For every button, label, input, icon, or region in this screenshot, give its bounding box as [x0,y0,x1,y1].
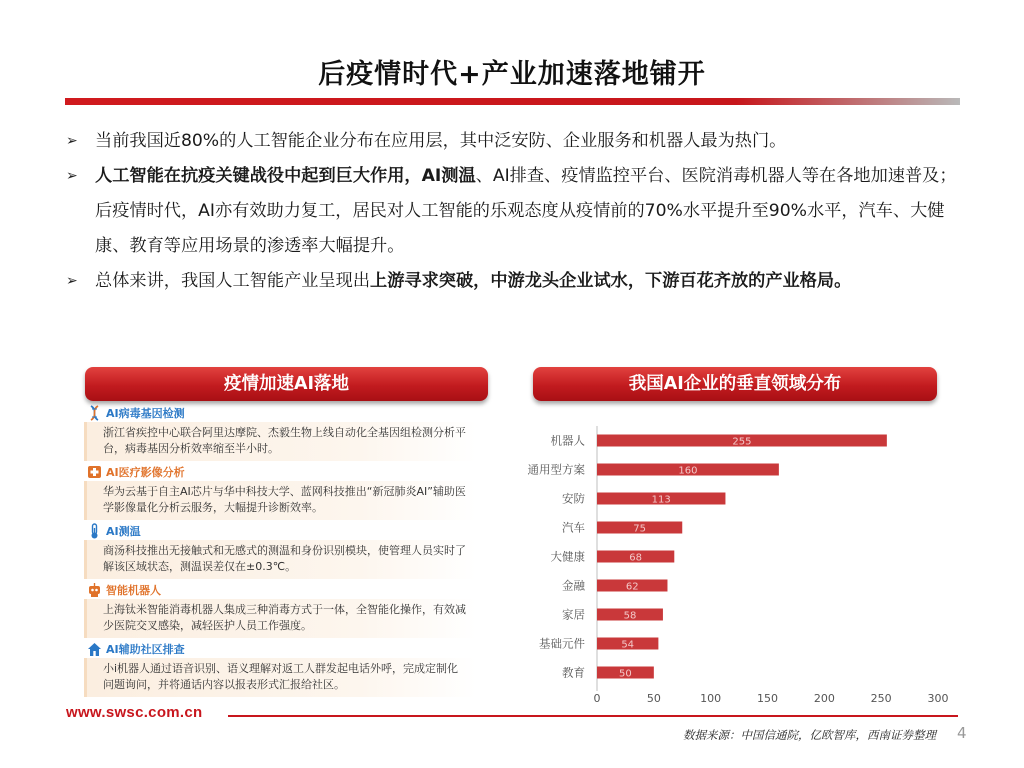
x-tick-label: 50 [646,692,661,705]
category-label: 通用型方案 [527,462,585,477]
page-number: 4 [957,724,967,742]
thermometer-icon [87,523,102,539]
card-body: 上海钛米智能消毒机器人集成三种消毒方式于一体，全智能化操作，有效减少医院交叉感染，减轻医护人员工作强度。 [84,599,476,638]
footer-rule [228,715,958,717]
card-body: 浙江省疾控中心联合阿里达摩院、杰毅生物上线自动化全基因组检测分析平台，病毒基因分析效率缩至半小时。 [84,422,476,461]
card-body: 华为云基于自主AI芯片与华中科技大学、蓝网科技推出“新冠肺炎AI”辅助医学影像量化分析云服务，大幅提升诊断效率。 [84,481,476,520]
bar-value-label: 255 [732,436,752,448]
bar-value-label: 75 [633,523,646,535]
community-icon [87,641,102,657]
case-card [84,641,476,697]
medical-cross-icon [87,464,102,480]
bar-value-label: 50 [619,668,632,680]
category-label: 汽车 [562,520,585,535]
card-title: AI医疗影像分析 [84,464,476,481]
card-title: 智能机器人 [84,582,476,599]
dna-icon [87,405,102,421]
category-label: 家居 [562,607,585,622]
card-title: AI测温 [84,523,476,540]
case-card [84,523,476,579]
card-title: AI病毒基因检测 [84,405,476,422]
category-label: 金融 [562,578,585,593]
card-title: AI辅助社区排查 [84,641,476,658]
website-url[interactable]: www.swsc.com.cn [66,704,203,721]
robot-icon [87,582,102,598]
bullet-item [66,159,966,264]
bar-value-label: 58 [623,610,637,622]
title-rule [65,98,960,105]
data-source-note: 数据来源：中国信通院，亿欧智库，西南证券整理 [683,728,936,742]
bullet-text: 当前我国近80%的人工智能企业分布在应用层，其中泛安防、企业服务和机器人最为热门。 [95,131,787,151]
category-label: 基础元件 [539,636,585,651]
bullet-bold-text: 上游寻求突破，中游龙头企业试水，下游百花齐放的产业格局。 [370,271,852,291]
vertical-distribution-chart [510,420,950,715]
case-card [84,464,476,520]
bullet-list [66,124,966,299]
bar-value-label: 54 [621,639,635,651]
bar-value-label: 113 [651,494,671,506]
bullet-text: 总体来讲，我国人工智能产业呈现出 [95,271,371,291]
category-label: 机器人 [550,433,585,448]
bar-value-label: 68 [629,552,643,564]
bullet-item [66,264,966,299]
bullet-arrow-icon: ➢ [66,273,78,289]
category-label: 教育 [562,665,585,680]
bullet-item [66,124,966,159]
x-tick-label: 300 [927,692,949,705]
bullet-arrow-icon: ➢ [66,133,78,149]
case-card [84,405,476,461]
bullet-bold-text: 人工智能在抗疫关键战役中起到巨大作用，AI测温 [95,166,476,186]
x-tick-label: 200 [813,692,835,705]
case-card-list [84,405,476,692]
card-body: 小i机器人通过语音识别、语义理解对返工人群发起电话外呼，完成定制化问题询问，并将通话内容以报表形式汇报给社区。 [84,658,476,697]
bullet-arrow-icon: ➢ [66,168,78,184]
bullet-text: 、AI排查、疫情监控平台、医院消毒机器人等在各地加速普及；后疫情时代，AI亦有效助力复工，居民对人工智能的乐观态度从疫情前的70%水平提升至90%水平，汽车、大健康、教育等应用场景的渗透率大幅提升。 [95,166,957,256]
slide-title: 后疫情时代+产业加速落地铺开 [318,59,706,90]
category-label: 安防 [562,491,585,506]
bar-value-label: 62 [625,581,639,593]
x-tick-label: 250 [870,692,892,705]
card-body: 商汤科技推出无接触式和无感式的测温和身份识别模块，使管理人员实时了解该区域状态，测温误差仅在±0.3℃。 [84,540,476,579]
case-card [84,582,476,638]
x-tick-label: 100 [700,692,722,705]
right-panel-header: 我国AI企业的垂直领域分布 [533,367,937,401]
category-label: 大健康 [550,549,585,564]
x-tick-label: 0 [593,692,601,705]
x-tick-label: 150 [757,692,778,705]
bar-value-label: 160 [678,465,698,477]
left-panel-header: 疫情加速AI落地 [85,367,488,401]
